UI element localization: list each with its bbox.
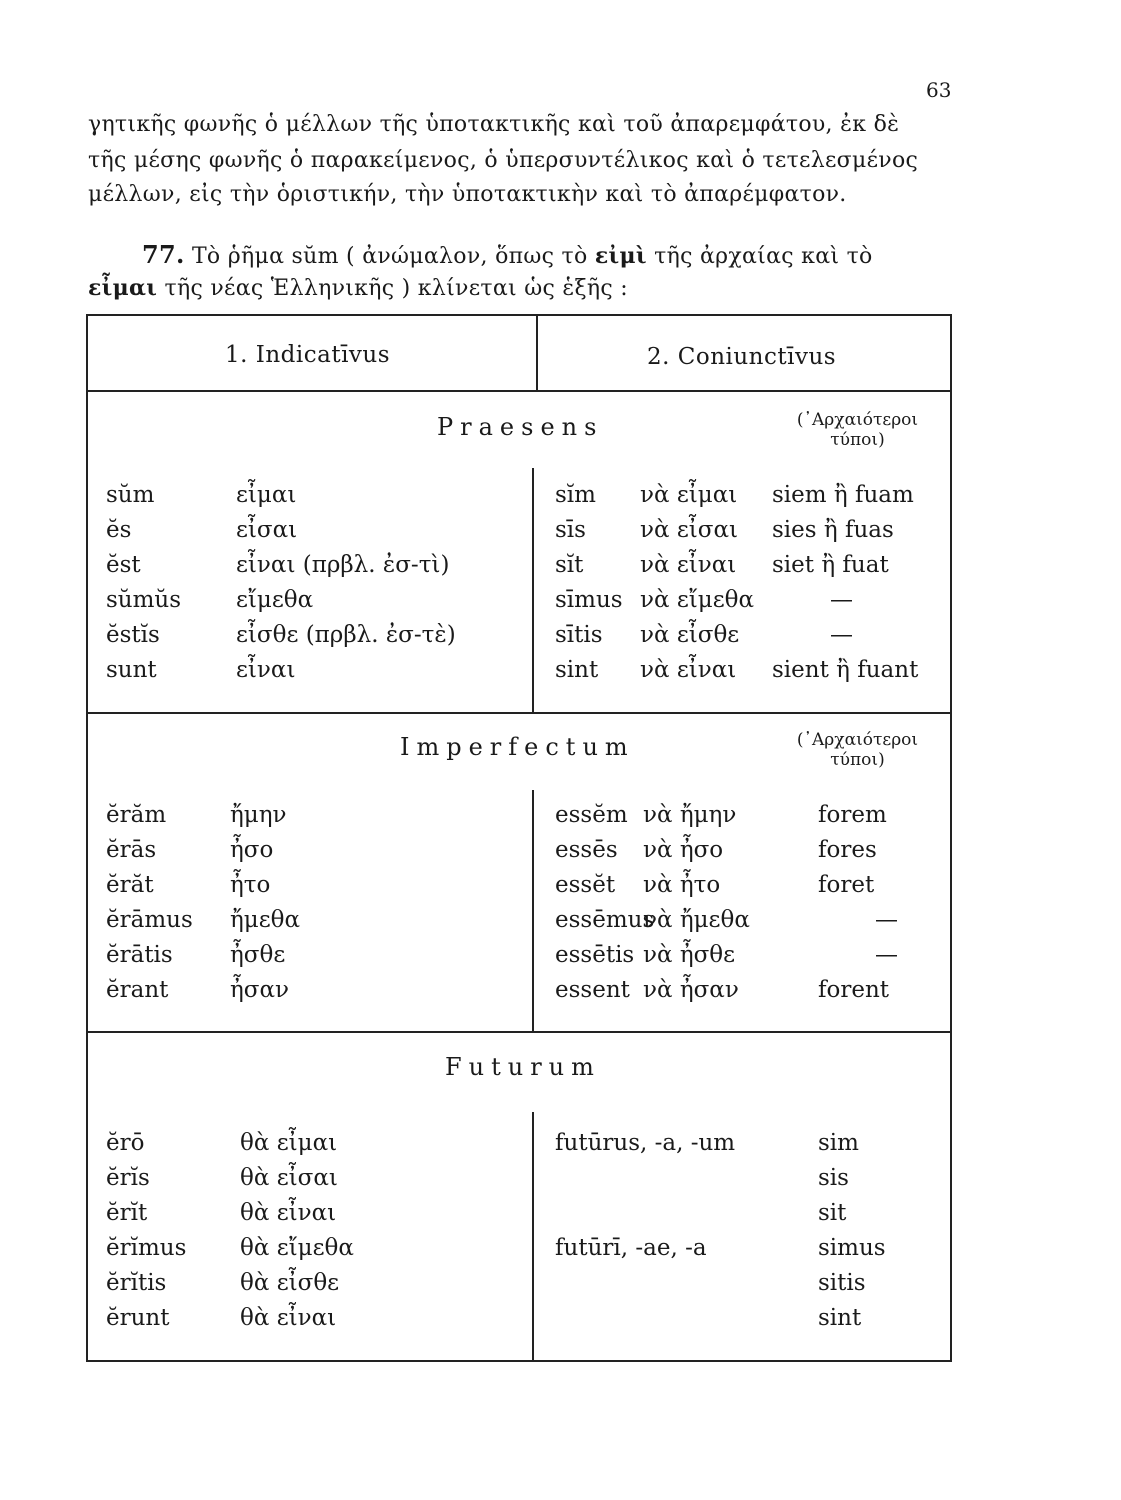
greek-translation: ἦσαν (230, 977, 289, 1003)
latin-form: sŭm (106, 482, 155, 508)
subjunctive-translation: νὰ εἶσθε (640, 622, 740, 648)
praesens-note (785, 410, 930, 450)
auxiliary-form: sint (818, 1305, 862, 1331)
indicative-header: 1. Indicatīvus (225, 342, 391, 368)
subjunctive-translation: νὰ ἤμην (643, 802, 737, 828)
latin-form: ĕrĭmus (106, 1235, 187, 1261)
participle-form: futūrus, -a, -um (555, 1130, 736, 1156)
archaic-form: siet ἢ fuat (772, 552, 889, 578)
latin-form: ĕrĭt (106, 1200, 148, 1226)
imperfectum-note (785, 730, 930, 770)
archaic-form: forem (818, 802, 887, 828)
greek-translation: θὰ εἶσαι (240, 1165, 338, 1191)
subjunctive-translation: νὰ εἴμεθα (640, 587, 755, 613)
imperfectum-title: Imperfectum (400, 733, 635, 761)
archaic-form: sies ἢ fuas (772, 517, 894, 543)
praesens-divider (86, 712, 952, 714)
greek-translation: ἦτο (230, 872, 271, 898)
intro-line-1: γητικῆς φωνῆς ὁ μέλλων τῆς ὑποτακτικῆς καὶ τοῦ ἀπαρεμφάτου, ἐκ δὲ (88, 112, 900, 137)
subjunctive-form: essent (555, 977, 630, 1003)
subjunctive-form: sīmus (555, 587, 623, 613)
paragraph-line-1 (142, 240, 873, 269)
paragraph-bold-eimai: εἶμαι (88, 275, 158, 301)
imperfectum-note-line2: τύποι) (830, 750, 885, 770)
archaic-form: sient ἢ fuant (772, 657, 919, 683)
greek-translation: θὰ εἶναι (240, 1305, 337, 1331)
auxiliary-form: sit (818, 1200, 847, 1226)
intro-line-3: μέλλων, εἰς τὴν ὁριστικήν, τὴν ὑποτακτικὴν καὶ τὸ ἀπαρέμφατον. (88, 182, 847, 207)
paragraph-text-b: τῆς ἀρχαίας καὶ τὸ (646, 244, 873, 269)
subjunctive-form: sĭm (555, 482, 596, 508)
greek-translation: θὰ εἴμεθα (240, 1235, 354, 1261)
paragraph-number: 77. (142, 240, 185, 269)
archaic-form: — (875, 942, 898, 968)
latin-form: ĕs (106, 517, 132, 543)
archaic-form: fores (818, 837, 877, 863)
paragraph-text-c: τῆς νέας Ἑλληνικῆς ) κλίνεται ὡς ἑξῆς : (157, 276, 629, 301)
greek-translation: θὰ εἶμαι (240, 1130, 338, 1156)
imperfectum-note-line1: (᾿Αρχαιότεροι (796, 730, 919, 750)
auxiliary-form: sis (818, 1165, 849, 1191)
subjunctive-form: essētis (555, 942, 635, 968)
page-number: 63 (926, 78, 952, 102)
subjunctive-translation: νὰ εἶσαι (640, 517, 739, 543)
subjunctive-form: sīs (555, 517, 586, 543)
subjunctive-form: essĕm (555, 802, 628, 828)
auxiliary-form: sim (818, 1130, 859, 1156)
subjunctive-form: essēmus (555, 907, 655, 933)
greek-translation: εἴμεθα (236, 587, 314, 613)
greek-translation: εἶσαι (236, 517, 298, 543)
praesens-note-line2: τύποι) (830, 430, 885, 450)
subjunctive-translation: νὰ ἤμεθα (643, 907, 750, 933)
subjunctive-form: sint (555, 657, 599, 683)
greek-translation: θὰ εἶσθε (240, 1270, 340, 1296)
participle-form: futūrī, -ae, -a (555, 1235, 707, 1261)
imperfectum-divider (86, 1031, 952, 1033)
subjunctive-translation: νὰ εἶναι (640, 552, 737, 578)
archaic-form: — (830, 622, 853, 648)
paragraph-text-a: Τὸ ῥῆμα sŭm ( ἀνώμαλον, ὅπως τὸ (184, 244, 595, 269)
subjunctive-translation: νὰ εἶμαι (640, 482, 738, 508)
subjunctive-form: essĕt (555, 872, 616, 898)
greek-translation: εἶναι (πρβλ. ἐσ-τὶ) (236, 552, 450, 578)
greek-translation: θὰ εἶναι (240, 1200, 337, 1226)
imperfectum-column-divider (532, 790, 534, 1031)
intro-line-2: τῆς μέσης φωνῆς ὁ παρακείμενος, ὁ ὑπερσυντέλικος καὶ ὁ τετελεσμένος (88, 148, 919, 173)
greek-translation: εἶσθε (πρβλ. ἐσ-τὲ) (236, 622, 456, 648)
greek-translation: εἶναι (236, 657, 296, 683)
latin-form: ĕrĭtis (106, 1270, 167, 1296)
paragraph-bold-eimi: εἰμὶ (594, 243, 647, 269)
greek-translation: ἤμην (230, 802, 287, 828)
subjunctive-form: sītis (555, 622, 603, 648)
archaic-form: — (875, 907, 898, 933)
header-column-divider (536, 316, 538, 390)
latin-form: sŭmŭs (106, 587, 182, 613)
subjunctive-form: sĭt (555, 552, 584, 578)
subjunctive-form: essēs (555, 837, 618, 863)
latin-form: sunt (106, 657, 157, 683)
latin-form: ĕrātis (106, 942, 173, 968)
archaic-form: foret (818, 872, 875, 898)
auxiliary-form: simus (818, 1235, 886, 1261)
latin-form: ĕst (106, 552, 141, 578)
archaic-form: forent (818, 977, 890, 1003)
latin-form: ĕrăt (106, 872, 154, 898)
greek-translation: εἶμαι (236, 482, 297, 508)
latin-form: ĕrĭs (106, 1165, 150, 1191)
latin-form: ĕrant (106, 977, 169, 1003)
latin-form: ĕrāmus (106, 907, 193, 933)
auxiliary-form: sitis (818, 1270, 866, 1296)
praesens-title: Praesens (437, 413, 604, 441)
header-divider (86, 390, 952, 392)
praesens-column-divider (532, 468, 534, 712)
greek-translation: ἦσθε (230, 942, 286, 968)
latin-form: ĕstĭs (106, 622, 160, 648)
subjunctive-translation: νὰ ἦσο (643, 837, 724, 863)
greek-translation: ἤμεθα (230, 907, 301, 933)
subjunctive-translation: νὰ εἶναι (640, 657, 737, 683)
latin-form: ĕrăm (106, 802, 167, 828)
latin-form: ĕrō (106, 1130, 145, 1156)
subjunctive-header: 2. Coniunctīvus (647, 344, 837, 370)
archaic-form: — (830, 587, 853, 613)
subjunctive-translation: νὰ ἦτο (643, 872, 721, 898)
subjunctive-translation: νὰ ἦσθε (643, 942, 736, 968)
archaic-form: siem ἢ fuam (772, 482, 914, 508)
futurum-title: Futurum (445, 1053, 601, 1081)
latin-form: ĕrās (106, 837, 157, 863)
praesens-note-line1: (᾿Αρχαιότεροι (796, 410, 919, 430)
futurum-column-divider (532, 1112, 534, 1360)
greek-translation: ἦσο (230, 837, 274, 863)
paragraph-line-2 (88, 275, 628, 301)
latin-form: ĕrunt (106, 1305, 170, 1331)
subjunctive-translation: νὰ ἦσαν (643, 977, 739, 1003)
